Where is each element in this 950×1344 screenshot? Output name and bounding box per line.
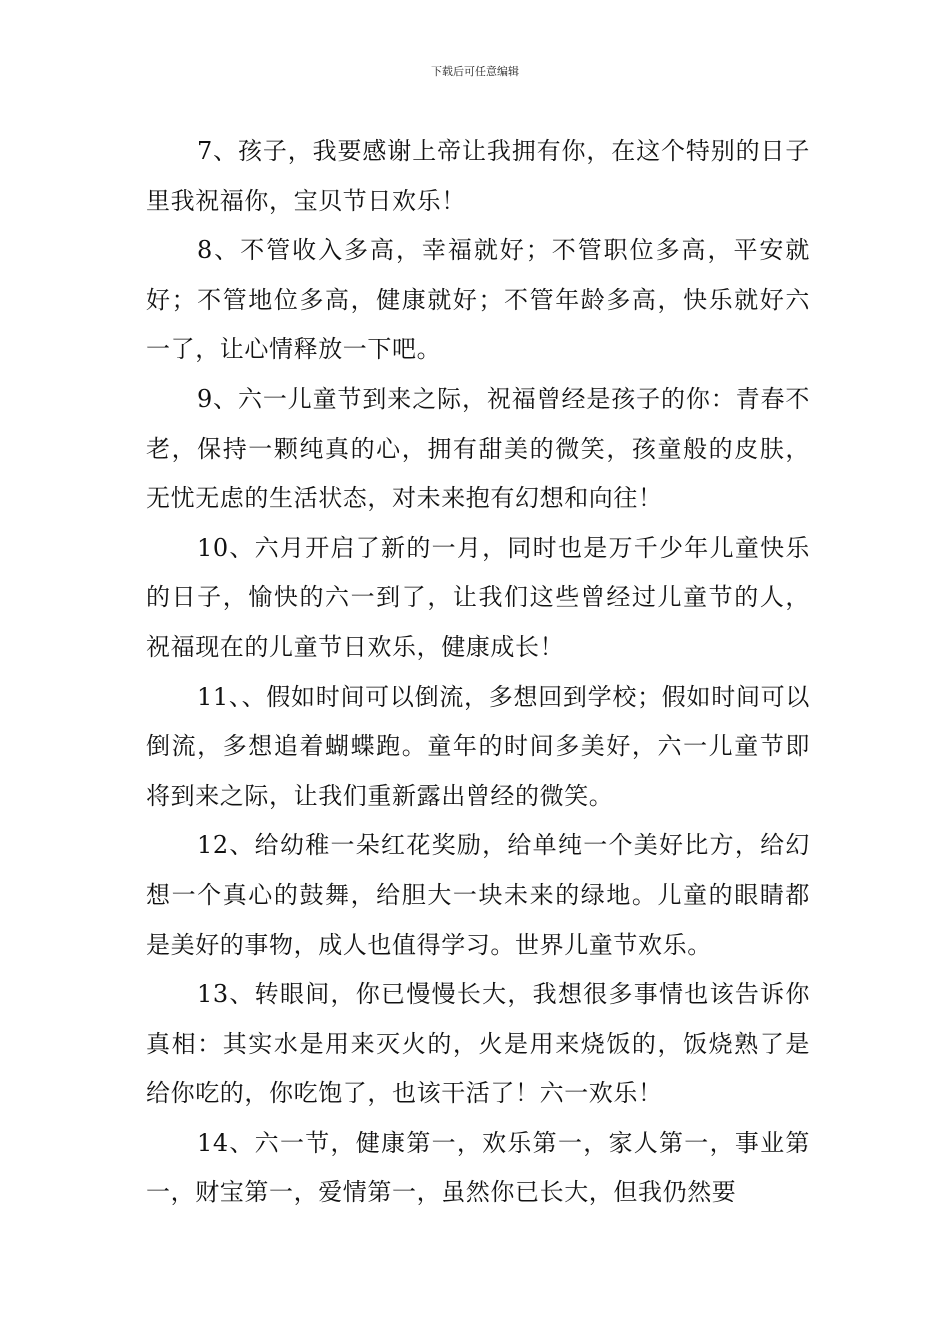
page-header: 下载后可任意编辑 (431, 65, 519, 78)
paragraph-14: 14、六一节，健康第一，欢乐第一，家人第一，事业第一，财宝第一，爱情第一，虽然你已长大，但我仍然要 (146, 1128, 810, 1207)
paragraph-8: 8、不管收入多高，幸福就好；不管职位多高，平安就好；不管地位多高，健康就好；不管年龄多高，快乐就好六一了，让心情释放一下吧。 (146, 236, 810, 364)
document-body (146, 127, 810, 1218)
paragraph-10: 10、六月开启了新的一月，同时也是万千少年儿童快乐的日子，愉快的六一到了，让我们这些曾经过儿童节的人，祝福现在的儿童节日欢乐，健康成长！ (146, 533, 810, 661)
paragraph-11: 11、、假如时间可以倒流，多想回到学校；假如时间可以倒流，多想追着蝴蝶跑。童年的时间多美好，六一儿童节即将到来之际，让我们重新露出曾经的微笑。 (146, 682, 810, 810)
paragraph-7: 7、孩子，我要感谢上帝让我拥有你，在这个特别的日子里我祝福你，宝贝节日欢乐！ (146, 137, 810, 215)
paragraph-12: 12、给幼稚一朵红花奖励，给单纯一个美好比方，给幻想一个真心的鼓舞，给胆大一块未来的绿地。儿童的眼睛都是美好的事物，成人也值得学习。世界儿童节欢乐。 (146, 831, 810, 959)
paragraph-9: 9、六一儿童节到来之际，祝福曾经是孩子的你：青春不老，保持一颗纯真的心，拥有甜美的微笑，孩童般的皮肤，无忧无虑的生活状态，对未来抱有幻想和向往！ (146, 384, 810, 513)
paragraph-13: 13、转眼间，你已慢慢长大，我想很多事情也该告诉你真相：其实水是用来灭火的，火是用来烧饭的，饭烧熟了是给你吃的，你吃饱了，也该干活了！六一欢乐！ (146, 980, 810, 1108)
